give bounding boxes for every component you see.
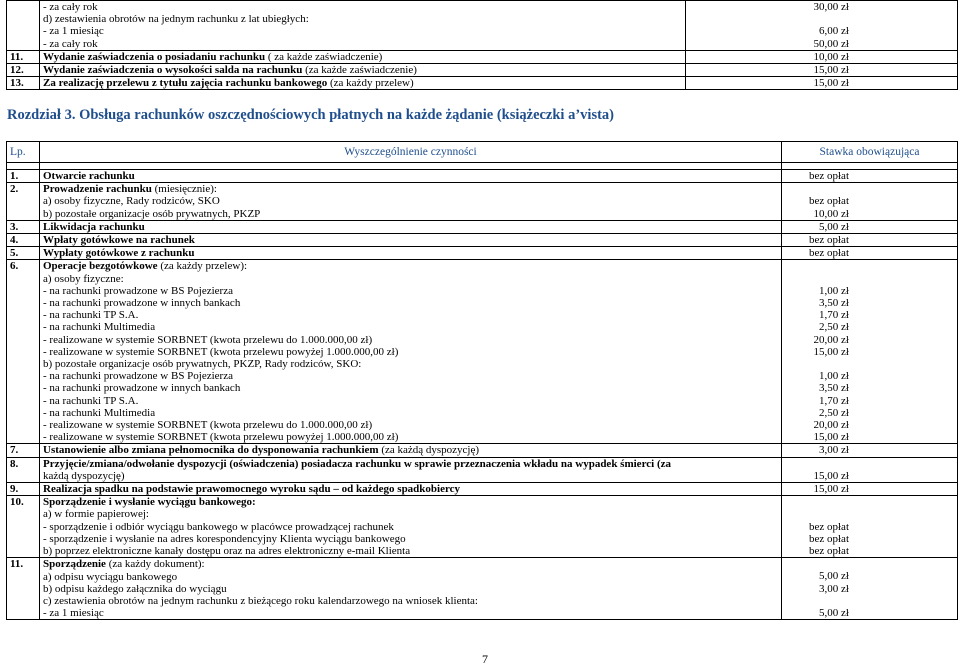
row-description [40, 558, 782, 620]
rate-value: bez opłat [808, 234, 849, 247]
description-line: Likwidacja rachunku [43, 220, 145, 233]
header-rate: Stawka obowiązująca [782, 142, 958, 163]
row-number: 9. [7, 483, 40, 496]
table-row [7, 183, 958, 221]
table-row [7, 234, 958, 247]
description-line: Otwarcie rachunku [43, 170, 135, 182]
table-row [7, 483, 958, 496]
row-rate [782, 183, 958, 221]
description-line: Sporządzenie i wysłanie wyciągu bankowego: [43, 496, 256, 509]
rate-value [785, 273, 849, 285]
description-line: - sporządzenie i wysłanie na adres korespondencyjny Klienta wyciągu bankowego [43, 532, 406, 545]
rate-value: bez opłat [808, 170, 849, 182]
row-number: 11. [7, 50, 40, 63]
description-line: Przyjęcie/zmiana/odwołanie dyspozycji (oświadczenia) posiadacza rachunku w sprawie przeznaczenia wkładu na wypadek śmierci (za [43, 457, 671, 470]
row-description [40, 1, 686, 51]
rate-value [785, 183, 849, 195]
row-number: 13. [7, 77, 40, 90]
description-line: - za cały rok [43, 37, 98, 50]
table-row [7, 496, 958, 558]
row-number: 12. [7, 64, 40, 77]
description-line: - sporządzenie i odbiór wyciągu bankowego w placówce prowadzącej rachunek [43, 520, 394, 533]
row-rate [686, 64, 958, 77]
description-line: - realizowane w systemie SORBNET (kwota przelewu do 1.000.000,00 zł) [43, 419, 373, 432]
row-number: 5. [7, 247, 40, 260]
table-row [7, 50, 958, 63]
description-line: Operacje bezgotówkowe (za każdy przelew): [43, 260, 248, 273]
table-header-row [7, 142, 958, 163]
row-rate [782, 558, 958, 620]
description-line: - realizowane w systemie SORBNET (kwota przelewu powyżej 1.000.000,00 zł) [43, 345, 399, 358]
rate-value: 30,00 zł [813, 1, 849, 13]
row-rate [782, 496, 958, 558]
description-line: Za realizację przelewu z tytułu zajęcia rachunku bankowego (za każdy przelew) [43, 77, 414, 90]
rate-value [785, 595, 849, 607]
row-number: 10. [7, 496, 40, 558]
row-description [40, 260, 782, 444]
table-row [7, 457, 958, 482]
row-description [40, 457, 782, 482]
rate-value [689, 13, 849, 25]
row-description [40, 483, 782, 496]
table-row [7, 247, 958, 260]
description-heading: Wydanie zaświadczenia o posiadaniu rachunku [43, 50, 266, 63]
rate-value: 1,70 zł [819, 394, 849, 407]
row-rate [782, 170, 958, 183]
row-description [40, 64, 686, 77]
description-heading: Wydanie zaświadczenia o wysokości salda na rachunku [43, 64, 303, 77]
rate-value: 5,00 zł [819, 607, 849, 620]
table-row [7, 558, 958, 620]
rate-value [785, 358, 849, 370]
description-line: a) odpisu wyciągu bankowego [43, 570, 178, 583]
rate-value [785, 508, 849, 520]
description-line: c) zestawienia obrotów na jednym rachunku z bieżącego roku kalendarzowego na wniosek klienta: [43, 594, 478, 607]
row-rate [782, 220, 958, 233]
row-rate [782, 234, 958, 247]
description-line: - na rachunki prowadzone w BS Pojezierza [43, 284, 233, 297]
description-line: - za 1 miesiąc [43, 25, 104, 38]
rate-value: bez opłat [808, 520, 849, 533]
rate-value: 10,00 zł [813, 207, 849, 220]
row-number: 3. [7, 220, 40, 233]
header-spacer [7, 163, 958, 170]
description-line: a) osoby fizyczne, Rady rodziców, SKO [43, 195, 220, 208]
row-description [40, 50, 686, 63]
rate-value: 5,00 zł [819, 220, 849, 233]
row-rate [686, 1, 958, 51]
rate-value: 10,00 zł [813, 50, 849, 63]
row-description [40, 77, 686, 90]
table-row [7, 64, 958, 77]
table-row [7, 220, 958, 233]
rate-value: bez opłat [808, 545, 849, 558]
rate-value: bez opłat [808, 532, 849, 545]
description-line: d) zestawienia obrotów na jednym rachunku z lat ubiegłych: [43, 13, 309, 26]
description-heading: Operacje bezgotówkowe [43, 260, 158, 273]
page-number: 7 [482, 652, 488, 666]
row-rate [782, 260, 958, 444]
description-heading: Prowadzenie rachunku [43, 183, 152, 196]
description-line: Wypłaty gotówkowe z rachunku [43, 247, 195, 260]
rate-value: 20,00 zł [813, 419, 849, 432]
table-row [7, 77, 958, 90]
rate-value: 3,00 zł [819, 582, 849, 595]
description-line: Prowadzenie rachunku (miesięcznie): [43, 183, 217, 196]
row-rate [782, 444, 958, 457]
account-fee-table [6, 141, 958, 620]
description-line: Wydanie zaświadczenia o posiadaniu rachunku ( za każde zaświadczenie) [43, 50, 383, 63]
rate-value: 2,50 zł [819, 406, 849, 419]
description-line: b) poprzez elektroniczne kanały dostępu oraz na adres elektroniczny e-mail Klienta [43, 545, 411, 558]
rate-value [785, 558, 849, 570]
rate-value: 15,00 zł [813, 483, 849, 496]
rate-value: 2,50 zł [819, 321, 849, 334]
description-line: b) pozostałe organizacje osób prywatnych, PKZP, Rady rodziców, SKO: [43, 358, 362, 371]
rate-value [785, 496, 849, 508]
rate-value: 1,00 zł [819, 284, 849, 297]
description-line: - realizowane w systemie SORBNET (kwota przelewu do 1.000.000,00 zł) [43, 333, 373, 346]
rate-value: 3,50 zł [819, 382, 849, 395]
rate-value: 1,70 zł [819, 309, 849, 322]
row-rate [686, 50, 958, 63]
description-line: - na rachunki prowadzone w innych bankach [43, 297, 241, 310]
description-line: Ustanowienie albo zmiana pełnomocnika do dysponowania rachunkiem (za każdą dyspozycję) [43, 444, 480, 457]
table-row [7, 444, 958, 457]
row-description [40, 220, 782, 233]
rate-value: 50,00 zł [813, 37, 849, 50]
row-number: 7. [7, 444, 40, 457]
description-line: - realizowane w systemie SORBNET (kwota przelewu powyżej 1.000.000,00 zł) [43, 431, 399, 444]
rate-value: 5,00 zł [819, 570, 849, 583]
rate-value: 15,00 zł [813, 345, 849, 358]
row-number: 2. [7, 183, 40, 221]
row-number [7, 1, 40, 51]
description-heading: Ustanowienie albo zmiana pełnomocnika do dysponowania rachunkiem [43, 444, 379, 457]
description-line: - na rachunki prowadzone w BS Pojezierza [43, 370, 233, 383]
rate-value: 3,50 zł [819, 297, 849, 309]
row-rate [782, 457, 958, 482]
rate-value: 6,00 zł [819, 25, 849, 38]
rate-value: 15,00 zł [813, 77, 849, 90]
description-line: - na rachunki Multimedia [43, 406, 156, 419]
description-line: Wydanie zaświadczenia o wysokości salda na rachunku (za każde zaświadczenie) [43, 64, 417, 77]
row-description [40, 170, 782, 183]
top-fee-table [6, 0, 958, 90]
rate-value: 15,00 zł [813, 64, 849, 77]
description-heading: Sporządzenie [43, 558, 106, 571]
rate-value: bez opłat [808, 247, 849, 260]
description-line: a) w formie papierowej: [43, 508, 149, 521]
description-line: a) osoby fizyczne: [43, 272, 124, 285]
chapter-title: Rozdział 3. Obsługa rachunków oszczędnościowych płatnych na każde żądanie (książeczki a’vista) [7, 107, 614, 123]
row-number: 4. [7, 234, 40, 247]
row-number: 1. [7, 170, 40, 183]
description-line: - na rachunki prowadzone w innych bankach [43, 382, 241, 395]
description-line: - na rachunki Multimedia [43, 321, 156, 334]
row-rate [782, 483, 958, 496]
rate-value: 15,00 zł [813, 431, 849, 444]
table-row [7, 260, 958, 444]
description-line: b) pozostałe organizacje osób prywatnych, PKZP [43, 207, 261, 220]
description-line: - za 1 miesiąc [43, 607, 104, 620]
description-line: - na rachunki TP S.A. [43, 309, 139, 322]
rate-value: 3,00 zł [819, 444, 849, 457]
row-description [40, 183, 782, 221]
description-line: Wpłaty gotówkowe na rachunek [43, 234, 195, 247]
description-line: b) odpisu każdego załącznika do wyciągu [43, 582, 227, 595]
row-description [40, 444, 782, 457]
row-number: 8. [7, 457, 40, 482]
rate-value: bez opłat [808, 195, 849, 208]
rate-value: 1,00 zł [819, 370, 849, 383]
rate-value: 20,00 zł [813, 333, 849, 346]
table-row [7, 1, 958, 51]
header-description: Wyszczególnienie czynności [40, 142, 782, 163]
row-description [40, 496, 782, 558]
row-rate [686, 77, 958, 90]
description-heading: Za realizację przelewu z tytułu zajęcia rachunku bankowego [43, 77, 328, 90]
table-row [7, 170, 958, 183]
header-lp: Lp. [7, 142, 40, 163]
description-line: - na rachunki TP S.A. [43, 394, 139, 407]
row-number: 6. [7, 260, 40, 444]
row-description [40, 247, 782, 260]
description-line: Sporządzenie (za każdy dokument): [43, 558, 205, 571]
description-line: Realizacja spadku na podstawie prawomocnego wyroku sądu – od każdego spadkobiercy [43, 483, 461, 496]
description-line: każdą dyspozycję) [43, 469, 125, 482]
description-line: - za cały rok [43, 1, 98, 13]
rate-value [785, 458, 849, 470]
row-rate [782, 247, 958, 260]
row-description [40, 234, 782, 247]
rate-value [785, 260, 849, 272]
row-number: 11. [7, 558, 40, 620]
rate-value: 15,00 zł [813, 469, 849, 482]
